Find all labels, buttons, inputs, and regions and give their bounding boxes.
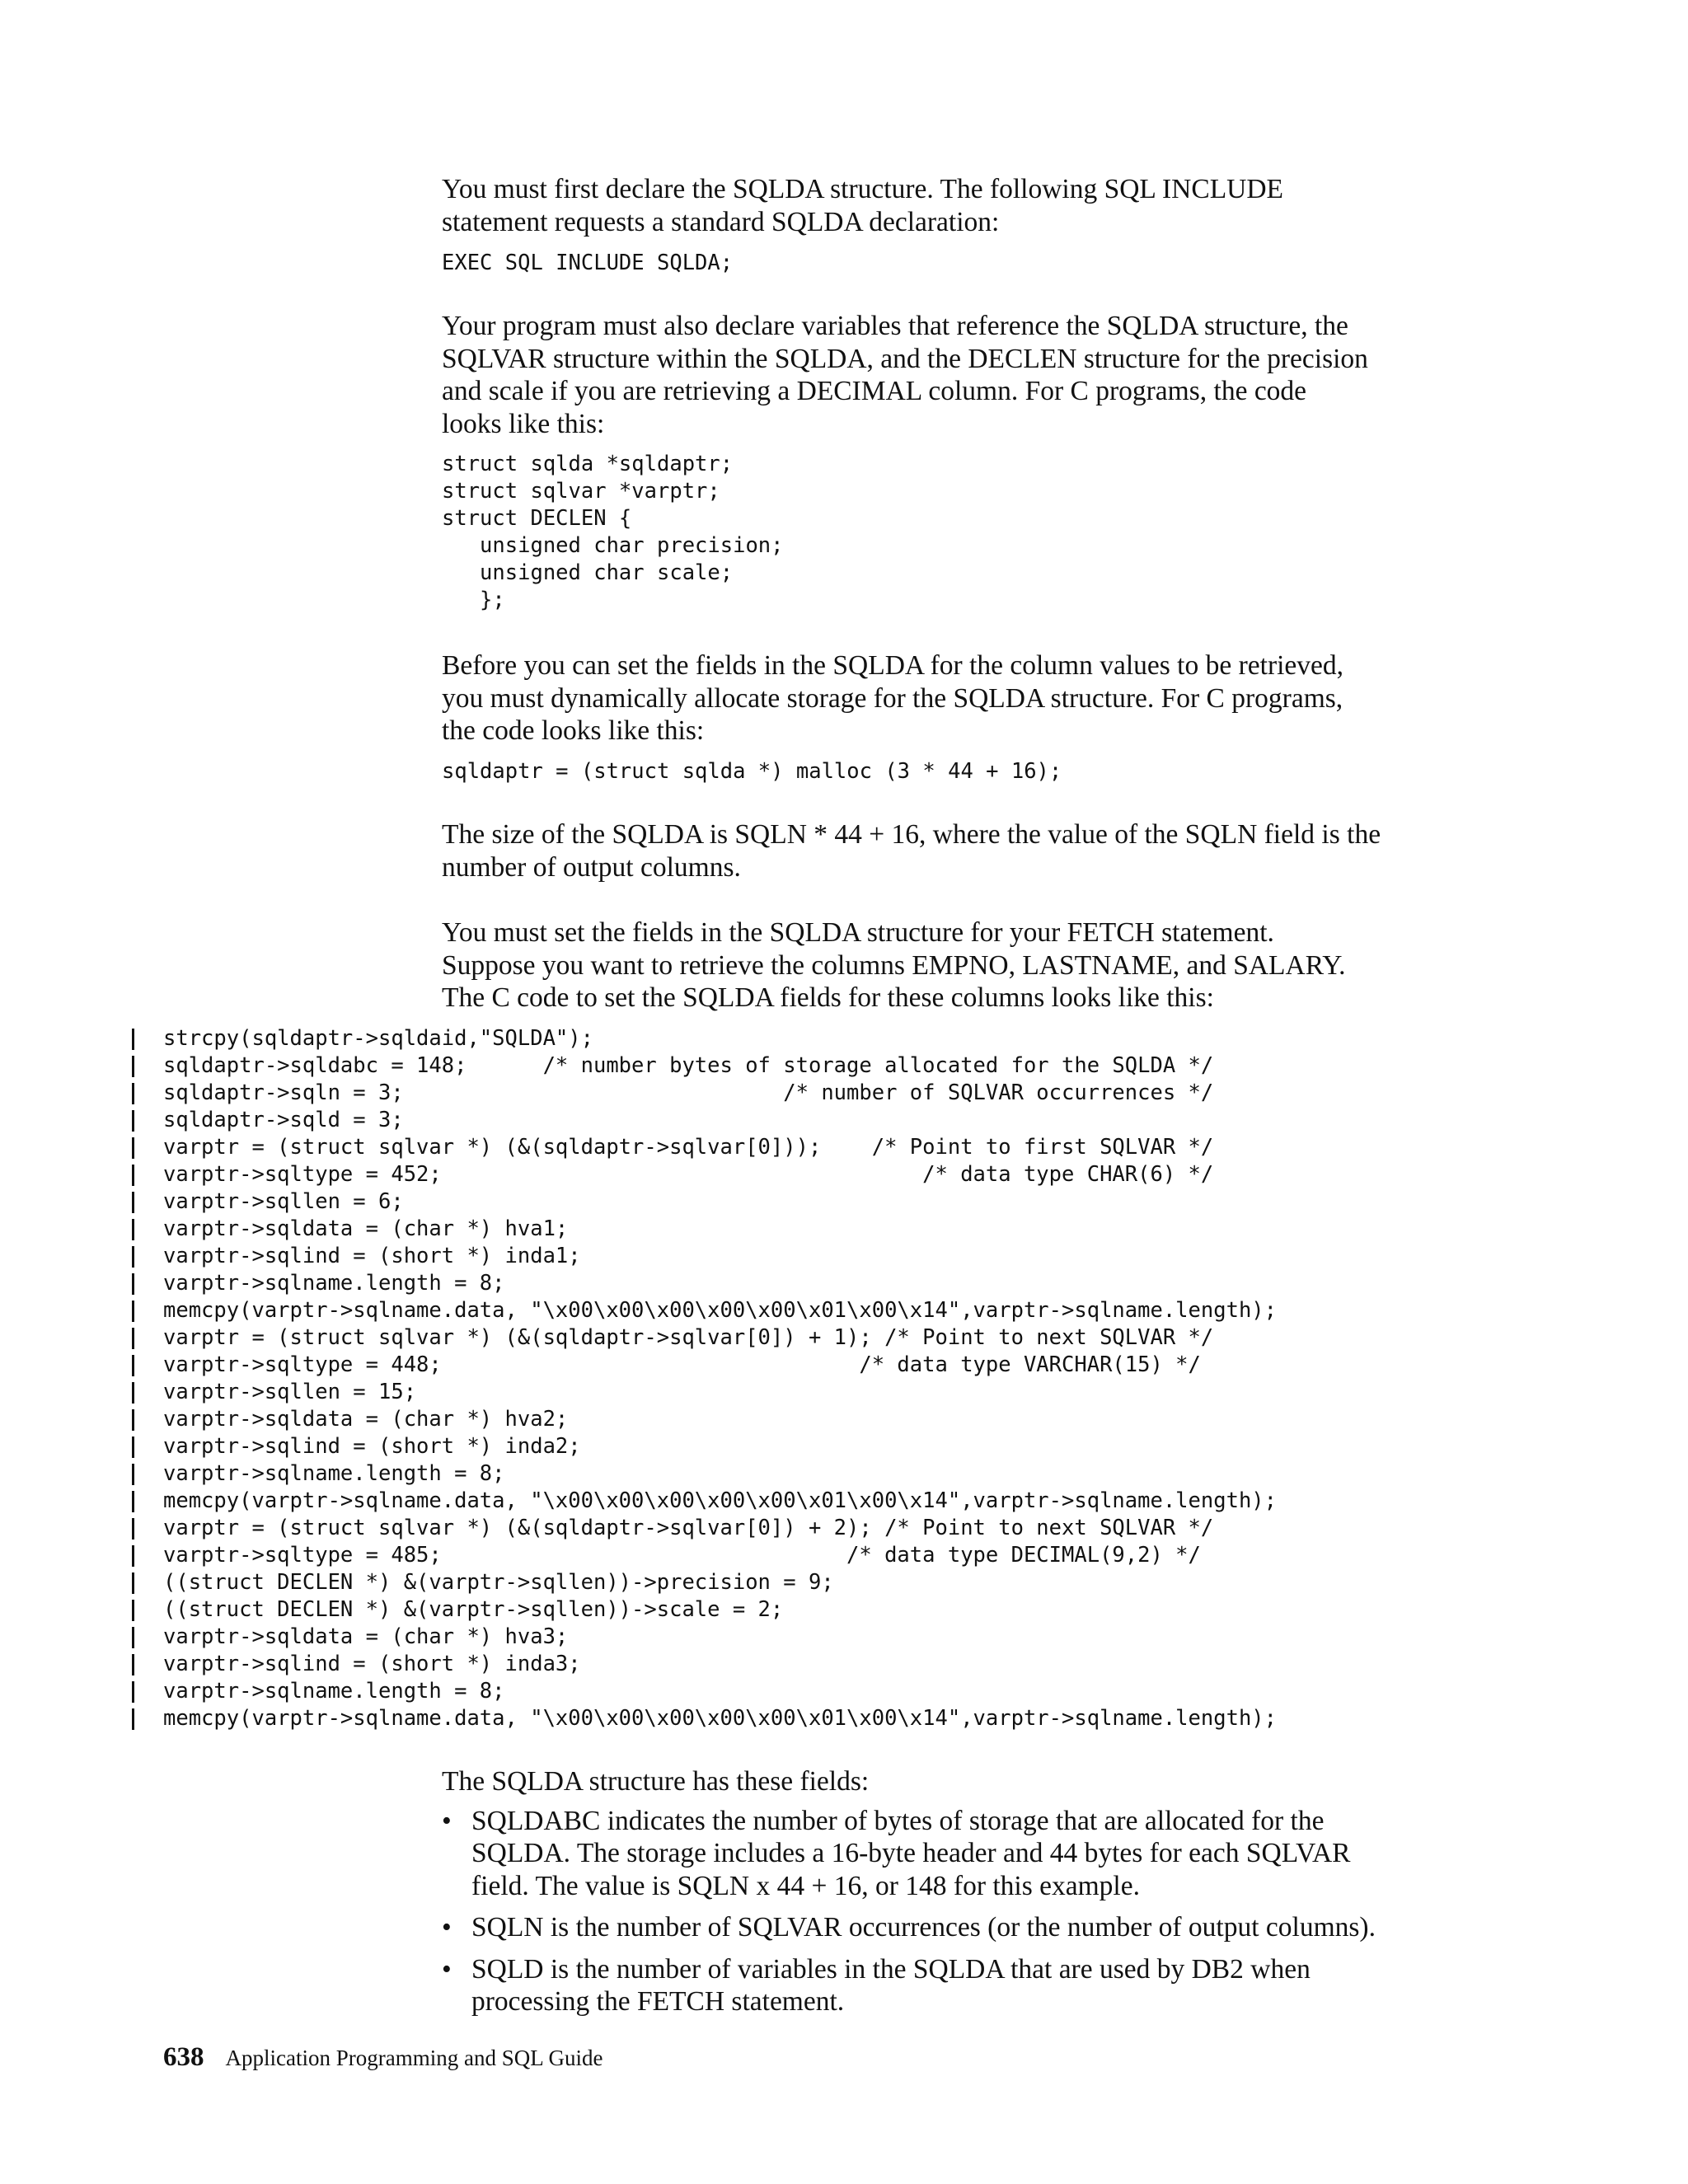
field-description: SQLD is the number of variables in the SQLDA that are used by DB2 when processing the FETCH statement. <box>471 1953 1311 2017</box>
change-bar <box>132 1545 134 1567</box>
code-line: varptr = (struct sqlvar *) (&(sqldaptr->sqlvar[0]) + 2); /* Point to next SQLVAR */ <box>163 1516 1214 1540</box>
allocate-paragraph: Before you can set the fields in the SQLDA for the column values to be retrieved, you must dynamically allocate storage for the SQLDA structure. For C programs, the code looks like this: <box>442 650 1344 746</box>
code-row <box>0 1297 1688 1324</box>
page-footer <box>163 2042 603 2073</box>
code-row <box>0 1488 1688 1515</box>
change-bar <box>132 1083 134 1104</box>
field-list-item <box>442 1953 1497 2018</box>
include-code: EXEC SQL INCLUDE SQLDA; <box>442 251 734 275</box>
code-row <box>0 1270 1688 1297</box>
field-description: SQLN is the number of SQLVAR occurrences (or the number of output columns). <box>471 1912 1376 1943</box>
code-row <box>0 1134 1688 1161</box>
code-line: varptr->sqllen = 6; <box>163 1189 404 1214</box>
set-fields-paragraph: You must set the fields in the SQLDA structure for your FETCH statement. Suppose you want to retrieve the columns EMPNO, LASTNAME, and SALARY. The C code to set the SQLDA fields for these columns looks like this: <box>442 917 1346 1013</box>
code-row <box>0 1216 1688 1243</box>
change-bar <box>132 1572 134 1594</box>
declare-section <box>442 310 1497 614</box>
code-line: strcpy(sqldaptr->sqldaid,"SQLDA"); <box>163 1026 593 1051</box>
change-bar <box>132 1165 134 1186</box>
change-bar <box>132 1409 134 1431</box>
change-bar <box>132 1246 134 1268</box>
allocate-section <box>442 649 1497 785</box>
field-description: SQLDABC indicates the number of bytes of storage that are allocated for the SQLDA. The storage includes a 16-byte header and 44 bytes for each SQLVAR field. The value is SQLN x 44 + 16, or 148 for this example. <box>471 1805 1351 1901</box>
code-row <box>0 1161 1688 1188</box>
code-line: sqldaptr->sqln = 3; /* number of SQLVAR occurrences */ <box>163 1080 1214 1105</box>
change-bar <box>132 1708 134 1730</box>
code-line: varptr->sqltype = 485; /* data type DECIMAL(9,2) */ <box>163 1543 1201 1568</box>
code-row <box>0 1515 1688 1542</box>
change-bar <box>132 1056 134 1077</box>
bullet-icon: • <box>442 1953 452 1985</box>
change-bar <box>132 1328 134 1349</box>
intro-section <box>442 173 1497 277</box>
change-bar <box>132 1355 134 1376</box>
change-bar <box>132 1382 134 1404</box>
change-bar <box>132 1219 134 1240</box>
field-list-item <box>442 1805 1497 1903</box>
change-bar <box>132 1464 134 1485</box>
change-bar <box>132 1600 134 1621</box>
code-row <box>0 1651 1688 1678</box>
fields-list <box>442 1805 1497 2018</box>
code-row <box>0 1025 1688 1052</box>
code-line: memcpy(varptr->sqlname.data, "\x00\x00\x00\x00\x00\x01\x00\x14",varptr->sqlname.length); <box>163 1488 1278 1513</box>
code-line: varptr->sqlind = (short *) inda3; <box>163 1652 581 1676</box>
code-line: varptr->sqltype = 448; /* data type VARCHAR(15) */ <box>163 1352 1201 1377</box>
code-line: ((struct DECLEN *) &(varptr->sqllen))->precision = 9; <box>163 1570 834 1595</box>
change-bar <box>132 1301 134 1322</box>
code-row <box>0 1243 1688 1270</box>
fields-intro: The SQLDA structure has these fields: <box>442 1766 870 1797</box>
code-line: varptr->sqlname.length = 8; <box>163 1461 505 1486</box>
fields-section <box>442 1765 1497 2027</box>
change-bar <box>132 1491 134 1512</box>
code-row <box>0 1705 1688 1732</box>
code-row <box>0 1433 1688 1460</box>
change-bar <box>132 1681 134 1703</box>
change-bar <box>132 1110 134 1132</box>
code-line: varptr->sqlind = (short *) inda1; <box>163 1244 581 1268</box>
page-number: 638 <box>163 2042 204 2072</box>
code-row <box>0 1324 1688 1352</box>
size-section <box>442 818 1497 883</box>
code-line: varptr->sqltype = 452; /* data type CHAR(6) */ <box>163 1162 1214 1187</box>
code-line: sqldaptr->sqldabc = 148; /* number bytes of storage allocated for the SQLDA */ <box>163 1053 1214 1078</box>
code-row <box>0 1542 1688 1569</box>
code-row <box>0 1406 1688 1433</box>
code-row <box>0 1569 1688 1596</box>
size-paragraph: The size of the SQLDA is SQLN * 44 + 16, where the value of the SQLN field is the number of output columns. <box>442 819 1381 883</box>
code-line: varptr->sqlname.length = 8; <box>163 1271 505 1296</box>
code-row <box>0 1460 1688 1488</box>
code-row <box>0 1052 1688 1080</box>
code-line: varptr->sqldata = (char *) hva2; <box>163 1407 569 1432</box>
code-row <box>0 1352 1688 1379</box>
change-bar <box>132 1273 134 1295</box>
bullet-icon: • <box>442 1912 452 1943</box>
field-list-item <box>442 1911 1497 1944</box>
declare-code: struct sqlda *sqldaptr; struct sqlvar *varptr; struct DECLEN { unsigned char precision; unsigned char scale; }; <box>442 452 784 612</box>
code-row <box>0 1596 1688 1624</box>
change-bar <box>132 1436 134 1458</box>
code-line: memcpy(varptr->sqlname.data, "\x00\x00\x00\x00\x00\x01\x00\x14",varptr->sqlname.length); <box>163 1706 1278 1731</box>
sqlda-code-block <box>0 1025 1688 1732</box>
bullet-icon: • <box>442 1805 452 1836</box>
code-line: memcpy(varptr->sqlname.data, "\x00\x00\x00\x00\x00\x01\x00\x14",varptr->sqlname.length); <box>163 1298 1278 1323</box>
code-row <box>0 1080 1688 1107</box>
code-line: varptr = (struct sqlvar *) (&(sqldaptr->sqlvar[0]) + 1); /* Point to next SQLVAR */ <box>163 1325 1214 1350</box>
change-bar <box>132 1137 134 1159</box>
declare-paragraph: Your program must also declare variables that reference the SQLDA structure, the SQLVAR structure within the SQLDA, and the DECLEN structure for the precision and scale if you are retrieving a DECIMAL column. For C programs, the code looks like this: <box>442 311 1368 439</box>
code-row <box>0 1379 1688 1406</box>
code-line: sqldaptr->sqld = 3; <box>163 1108 404 1132</box>
code-row <box>0 1624 1688 1651</box>
code-line: varptr->sqllen = 15; <box>163 1380 417 1404</box>
code-line: varptr->sqlind = (short *) inda2; <box>163 1434 581 1459</box>
book-title: Application Programming and SQL Guide <box>225 2046 603 2070</box>
code-row <box>0 1678 1688 1705</box>
change-bar <box>132 1518 134 1540</box>
code-line: varptr->sqldata = (char *) hva3; <box>163 1624 569 1649</box>
code-line: varptr = (struct sqlvar *) (&(sqldaptr->sqlvar[0])); /* Point to first SQLVAR */ <box>163 1135 1214 1160</box>
code-row <box>0 1188 1688 1216</box>
malloc-code: sqldaptr = (struct sqlda *) malloc (3 * 44 + 16); <box>442 758 1062 784</box>
code-line: varptr->sqldata = (char *) hva1; <box>163 1216 569 1241</box>
intro-paragraph: You must first declare the SQLDA structure. The following SQL INCLUDE statement requests a standard SQLDA declaration: <box>442 174 1284 237</box>
change-bar <box>132 1627 134 1648</box>
code-line: ((struct DECLEN *) &(varptr->sqllen))->scale = 2; <box>163 1597 784 1622</box>
change-bar <box>132 1654 134 1675</box>
change-bar <box>132 1192 134 1213</box>
change-bar <box>132 1029 134 1050</box>
set-fields-section <box>442 916 1497 1015</box>
code-line: varptr->sqlname.length = 8; <box>163 1679 505 1704</box>
code-row <box>0 1107 1688 1134</box>
